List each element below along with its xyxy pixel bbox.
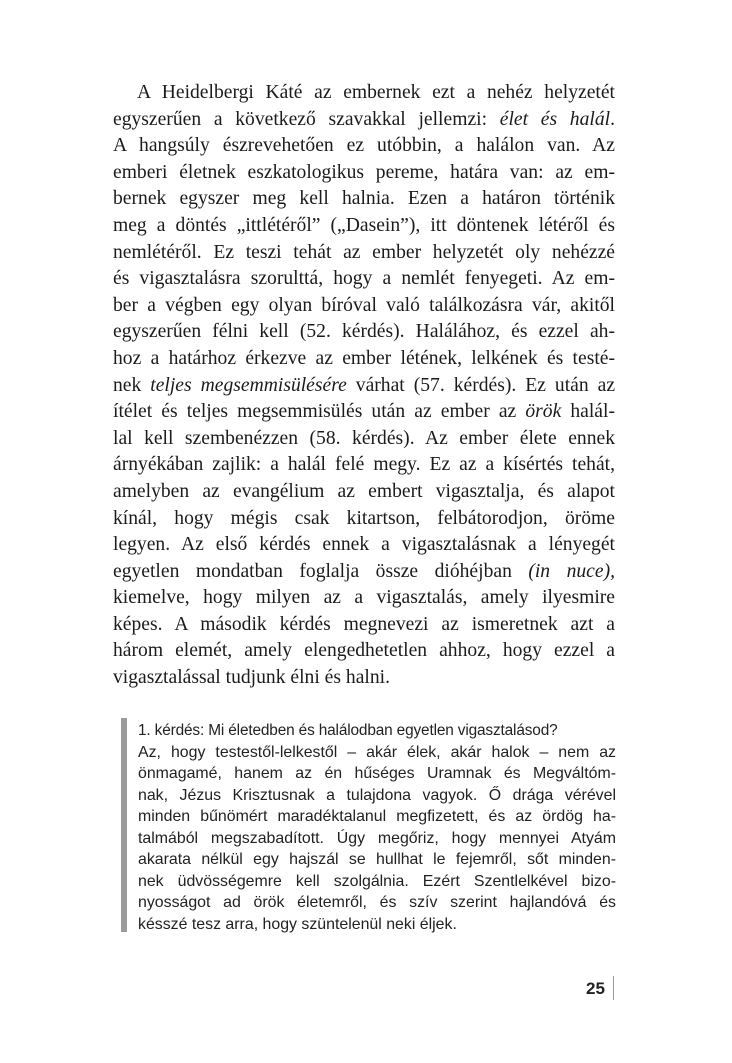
quote-text <box>138 720 616 935</box>
body-line <box>113 532 615 559</box>
body-text: meg a döntés „ittlétéről” („Dasein”), itt döntenek létéről és <box>113 214 615 236</box>
body-line <box>113 426 615 453</box>
body-text: amelyben az evangélium az embert vigasztalja, és alapot <box>113 480 615 502</box>
body-text: . <box>610 108 615 130</box>
body-emphasis: élet és halál <box>499 108 611 130</box>
body-text: várhat (57. kérdés). Ez után az <box>346 374 616 396</box>
body-text: legyen. Az első kérdés ennek a vigasztalásnak a lényegét <box>113 534 615 556</box>
body-line <box>113 452 615 479</box>
quote-side-bar <box>121 718 127 932</box>
body-line <box>113 479 615 506</box>
body-line <box>113 399 615 426</box>
body-text: emberi életnek eszkatologikus pereme, határa van: az em- <box>113 161 615 183</box>
page-number-rule <box>613 976 614 1000</box>
quote-question-title: 1. kérdés: Mi életedben és halálodban egyetlen vigasztalásod? <box>138 722 558 739</box>
body-text: bernek egyszer meg kell halnia. Ezen a határon történik <box>113 188 615 210</box>
body-text: három elemét, amely elengedhetetlen ahhoz, hogy ezzel a <box>113 640 615 662</box>
body-emphasis: örök <box>525 401 562 423</box>
quote-line: késszé tesz arra, hogy szüntelenül neki éljek. <box>138 915 457 933</box>
body-text: egyszerűen félni kell (52. kérdés). Halálához, és ezzel ah- <box>113 321 615 343</box>
body-line <box>113 160 615 187</box>
body-line <box>113 612 615 639</box>
body-line <box>113 186 615 213</box>
body-line <box>113 506 615 533</box>
quote-line: nyosságot ad örök életemről, és szív szerint hajlandóvá és <box>138 894 616 911</box>
body-text: lal kell szembenézzen (58. kérdés). Az ember élete ennek <box>113 427 615 449</box>
body-emphasis: (in nuce), <box>528 560 615 582</box>
quote-line: önmagamé, hanem az én hűséges Uramnak és Megváltóm- <box>138 765 616 782</box>
quote-line: nak, Jézus Krisztusnak a tulajdona vagyok. Ő drága vérével <box>138 786 616 804</box>
body-text: A hangsúly észrevehetően ez utóbbin, a halálon van. Az <box>113 135 615 157</box>
body-line <box>113 266 615 293</box>
quote-line: minden bűnömért maradéktalanul megfizetett, és az ördög ha- <box>138 808 616 825</box>
body-line <box>113 373 615 400</box>
body-line <box>113 319 615 346</box>
body-text: képes. A második kérdés megnevezi az ismeretnek azt a <box>113 613 615 635</box>
quote-line: akarata nélkül egy hajszál se hullhat le fejemről, sőt minden- <box>138 851 616 868</box>
body-line <box>113 665 615 692</box>
body-text: nemlétéről. Ez teszi tehát az ember helyzetét oly nehézzé <box>113 241 615 263</box>
quote-line: Az, hogy testestől-lelkestől – akár élek, akár halok – nem az <box>138 743 616 761</box>
body-emphasis: teljes megsemmisülésére <box>150 374 347 396</box>
quote-line: talmából megszabadított. Úgy megőriz, hogy mennyei Atyám <box>138 829 616 847</box>
body-line <box>113 240 615 267</box>
body-text: hoz a határhoz érkezve az ember létének, lelkének és testé- <box>113 347 615 369</box>
body-line <box>113 585 615 612</box>
body-line <box>113 293 615 320</box>
catechism-quote-box <box>121 718 616 934</box>
body-text: egyetlen mondatban foglalja össze dióhéjban <box>113 560 529 582</box>
body-line <box>113 80 615 107</box>
body-text: kínál, hogy mégis csak kitartson, felbátorodjon, öröme <box>113 507 615 529</box>
body-line <box>113 213 615 240</box>
body-line <box>113 107 615 134</box>
body-text: A Heidelbergi Káté az embernek ezt a nehéz helyzetét <box>137 82 615 103</box>
body-line <box>113 133 615 160</box>
body-line <box>113 638 615 665</box>
body-text: kiemelve, hogy milyen az a vigasztalás, amely ilyesmire <box>113 587 615 609</box>
body-line <box>113 559 615 586</box>
body-text: vigasztalással tudjunk élni és halni. <box>113 667 390 689</box>
body-text: egyszerűen a következő szavakkal jellemzi: <box>113 108 500 130</box>
body-paragraph <box>113 80 615 692</box>
body-text: halál- <box>561 401 615 423</box>
body-line <box>113 346 615 373</box>
body-text: nek <box>113 374 151 396</box>
body-text: ítélet és teljes megsemmisülés után az ember az <box>113 401 526 423</box>
quote-line: nek üdvösségemre kell szolgálnia. Ezért Szentlelkével bizo- <box>138 872 616 890</box>
body-text: és vigasztalásra szorulttá, hogy a nemlét fenyegeti. Az em- <box>113 268 615 290</box>
page-number: 25 <box>586 979 605 998</box>
body-text: ber a végben egy olyan bíróval való találkozásra vár, akitől <box>113 294 615 316</box>
body-text: árnyékában zajlik: a halál felé megy. Ez az a kísértés tehát, <box>113 454 615 476</box>
